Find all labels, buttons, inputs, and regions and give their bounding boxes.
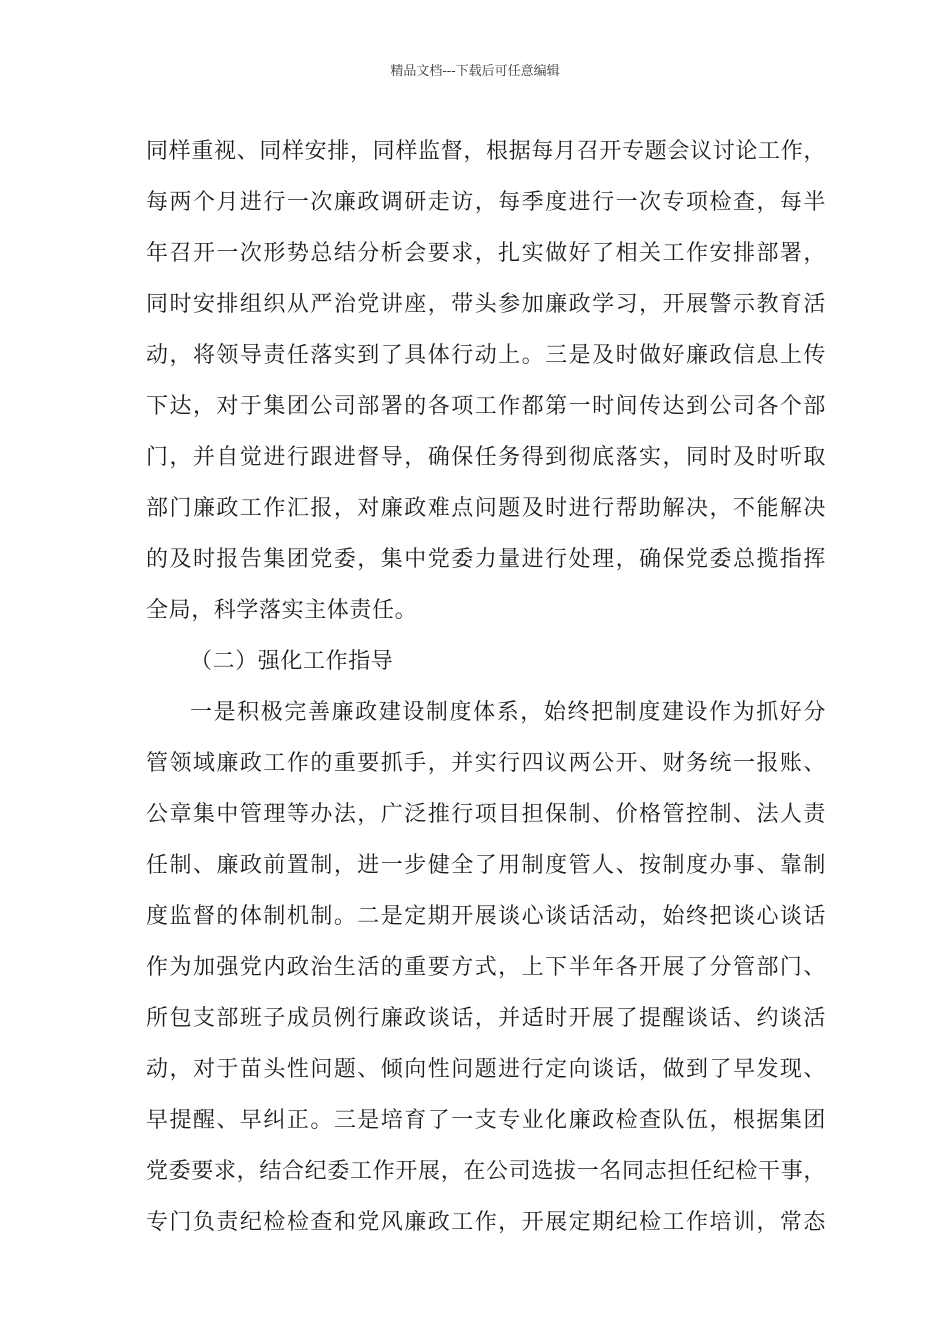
text-line: 全局，科学落实主体责任。 [146, 598, 418, 623]
text-line: 动，对于苗头性问题、倾向性问题进行定向谈话，做到了早发现、 [146, 1057, 826, 1082]
text-line: 所包支部班子成员例行廉政谈话，并适时开展了提醒谈话、约谈活 [146, 1006, 826, 1031]
text-line: 的及时报告集团党委，集中党委力量进行处理，确保党委总揽指挥 [146, 547, 826, 572]
section-heading: （二）强化工作指导 [190, 649, 394, 674]
text-line: 门，并自觉进行跟进督导，确保任务得到彻底落实，同时及时听取 [146, 445, 826, 470]
body-text [146, 126, 826, 1248]
text-line: 党委要求，结合纪委工作开展，在公司选拔一名同志担任纪检干事， [146, 1159, 826, 1184]
text-line: 专门负责纪检检查和党风廉政工作，开展定期纪检工作培训，常态 [146, 1210, 826, 1235]
text-line: 度监督的体制机制。二是定期开展谈心谈话活动，始终把谈心谈话 [146, 904, 826, 929]
text-line: 任制、廉政前置制，进一步健全了用制度管人、按制度办事、靠制 [146, 853, 826, 878]
text-line: 同时安排组织从严治党讲座，带头参加廉政学习，开展警示教育活 [146, 292, 826, 317]
text-line: 一是积极完善廉政建设制度体系，始终把制度建设作为抓好分 [190, 700, 826, 725]
text-line: 下达，对于集团公司部署的各项工作都第一时间传达到公司各个部 [146, 394, 826, 419]
page-header: 精品文档---下载后可任意编辑 [390, 64, 560, 79]
text-line: 公章集中管理等办法，广泛推行项目担保制、价格管控制、法人责 [146, 802, 826, 827]
text-line: 作为加强党内政治生活的重要方式，上下半年各开展了分管部门、 [146, 955, 826, 980]
text-line: 管领域廉政工作的重要抓手，并实行四议两公开、财务统一报账、 [146, 751, 826, 776]
text-line: 部门廉政工作汇报，对廉政难点问题及时进行帮助解决，不能解决 [146, 496, 826, 521]
text-line: 年召开一次形势总结分析会要求，扎实做好了相关工作安排部署， [146, 241, 826, 266]
text-line: 每两个月进行一次廉政调研走访，每季度进行一次专项检查，每半 [146, 190, 826, 215]
text-line: 早提醒、早纠正。三是培育了一支专业化廉政检查队伍，根据集团 [146, 1108, 826, 1133]
text-line: 同样重视、同样安排，同样监督，根据每月召开专题会议讨论工作， [146, 139, 826, 164]
text-line: 动，将领导责任落实到了具体行动上。三是及时做好廉政信息上传 [146, 343, 826, 368]
